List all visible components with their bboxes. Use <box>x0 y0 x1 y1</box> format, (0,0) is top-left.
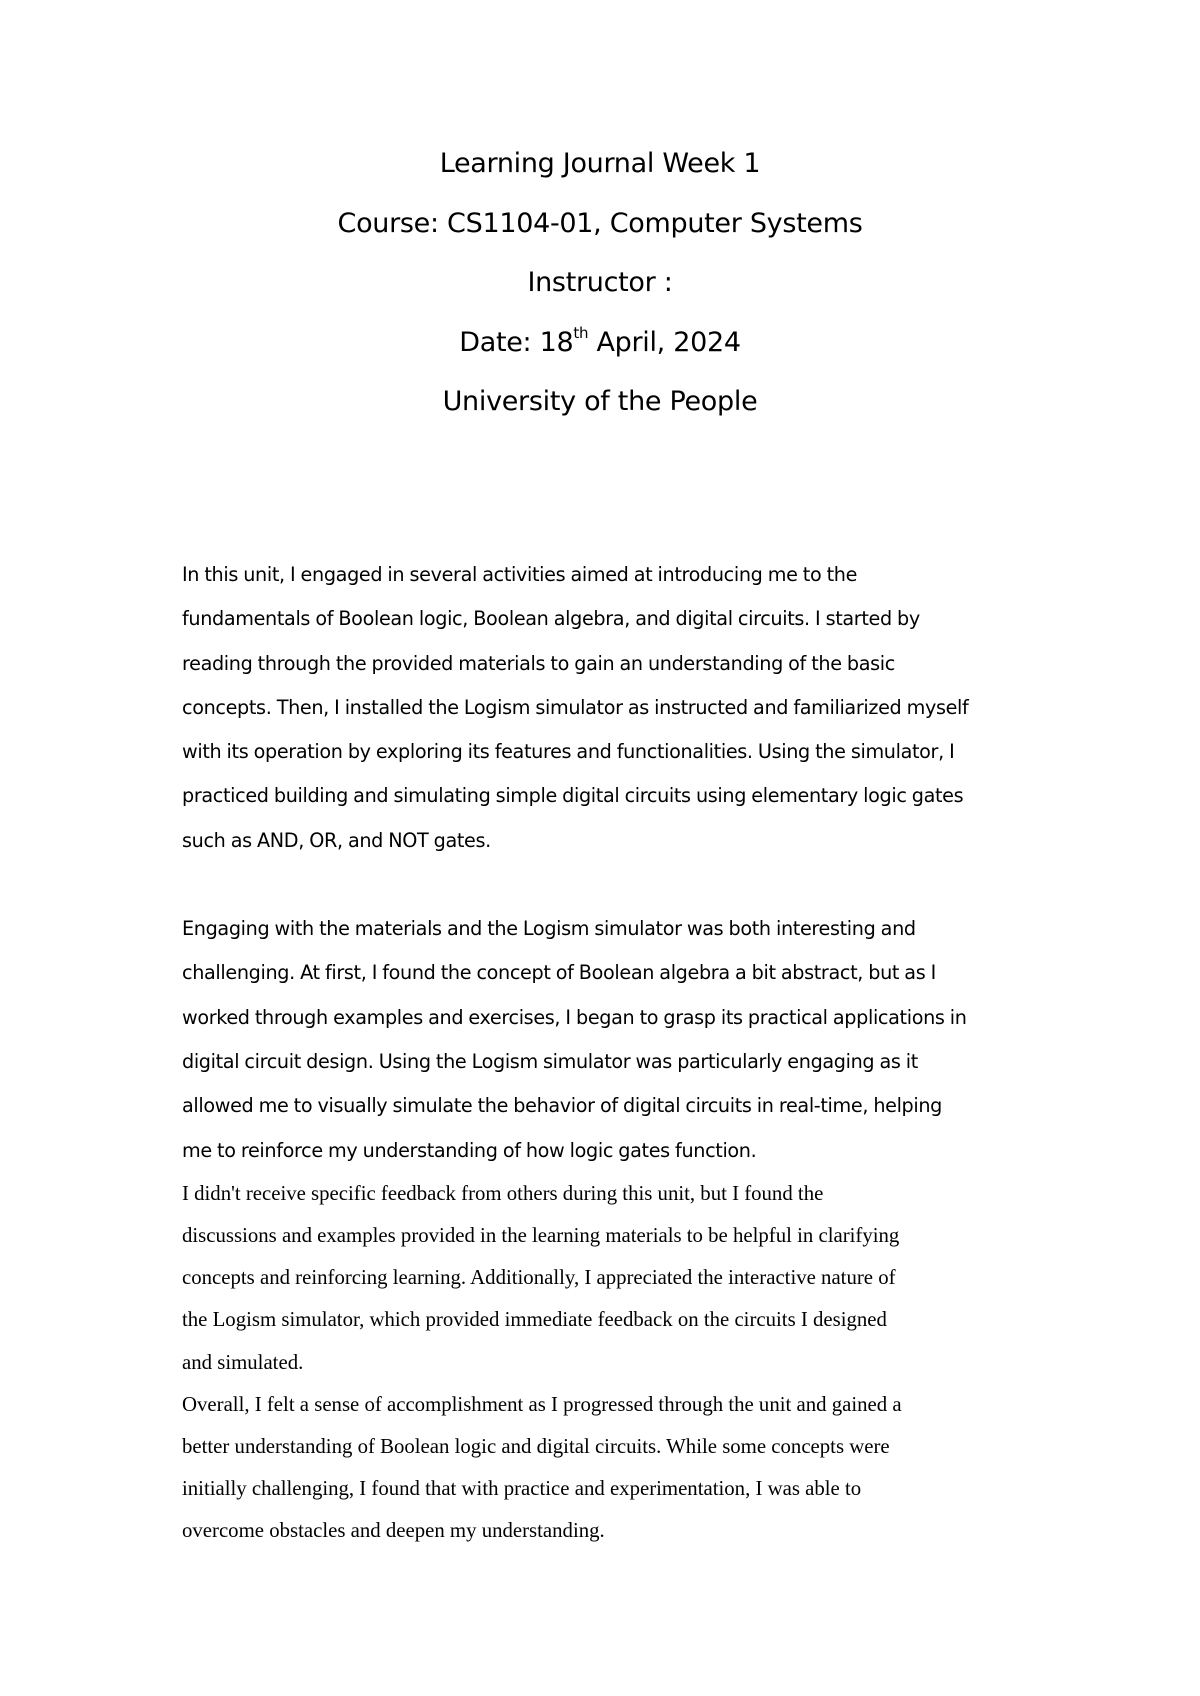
paragraph-line: In this unit, I engaged in several activities aimed at introducing me to the <box>182 563 858 586</box>
paragraph-line: worked through examples and exercises, I began to grasp its practical applications in <box>182 1005 967 1029</box>
paragraph-line: initially challenging, I found that with practice and experimentation, I was able to <box>182 1477 862 1501</box>
journal-body <box>182 553 1062 1553</box>
journal-title: Learning Journal Week 1 <box>439 148 761 179</box>
paragraph-line: better understanding of Boolean logic and digital circuits. While some concepts were <box>182 1435 890 1459</box>
paragraph-conclusion <box>182 1384 1062 1553</box>
title-block <box>0 146 1200 444</box>
paragraph-gap <box>182 863 1062 907</box>
paragraph-line: challenging. At first, I found the concept of Boolean algebra a bit abstract, but as I <box>182 961 936 985</box>
date-suffix: April, 2024 <box>588 326 741 358</box>
university-line: University of the People <box>442 386 758 417</box>
paragraph-line: with its operation by exploring its features and functionalities. Using the simulator, I <box>182 740 955 764</box>
paragraph-line: such as AND, OR, and NOT gates. <box>182 828 491 852</box>
paragraph-line: and simulated. <box>182 1350 304 1374</box>
paragraph-line: concepts. Then, I installed the Logism simulator as instructed and familiarized myself <box>182 695 969 719</box>
paragraph-engagement <box>182 907 1062 1173</box>
date-ordinal: th <box>573 323 589 342</box>
paragraph-line: reading through the provided materials to gain an understanding of the basic <box>182 651 895 675</box>
paragraph-line: Overall, I felt a sense of accomplishment as I progressed through the unit and gained a <box>182 1392 902 1416</box>
paragraph-line: digital circuit design. Using the Logism simulator was particularly engaging as it <box>182 1049 918 1073</box>
course-line: Course: CS1104-01, Computer Systems <box>337 207 863 239</box>
paragraph-feedback <box>182 1173 1062 1384</box>
paragraph-line: Engaging with the materials and the Logism simulator was both interesting and <box>182 917 916 941</box>
paragraph-line: practiced building and simulating simple digital circuits using elementary logic gates <box>182 784 964 808</box>
paragraph-line: the Logism simulator, which provided immediate feedback on the circuits I designed <box>182 1308 887 1332</box>
paragraph-line: concepts and reinforcing learning. Additionally, I appreciated the interactive nature of <box>182 1266 896 1290</box>
paragraph-line: fundamentals of Boolean logic, Boolean algebra, and digital circuits. I started by <box>182 607 920 631</box>
paragraph-line: overcome obstacles and deepen my understanding. <box>182 1519 605 1543</box>
paragraph-line: allowed me to visually simulate the behavior of digital circuits in real-time, helping <box>182 1094 943 1118</box>
paragraph-line: me to reinforce my understanding of how logic gates function. <box>182 1138 757 1162</box>
paragraph-activities <box>182 553 1062 863</box>
paragraph-line: I didn't receive specific feedback from others during this unit, but I found the <box>182 1181 824 1205</box>
date-line <box>0 325 1200 385</box>
instructor-line: Instructor : <box>527 267 673 298</box>
date-prefix: Date: 18 <box>459 326 574 358</box>
paragraph-line: discussions and examples provided in the learning materials to be helpful in clarifying <box>182 1224 900 1248</box>
